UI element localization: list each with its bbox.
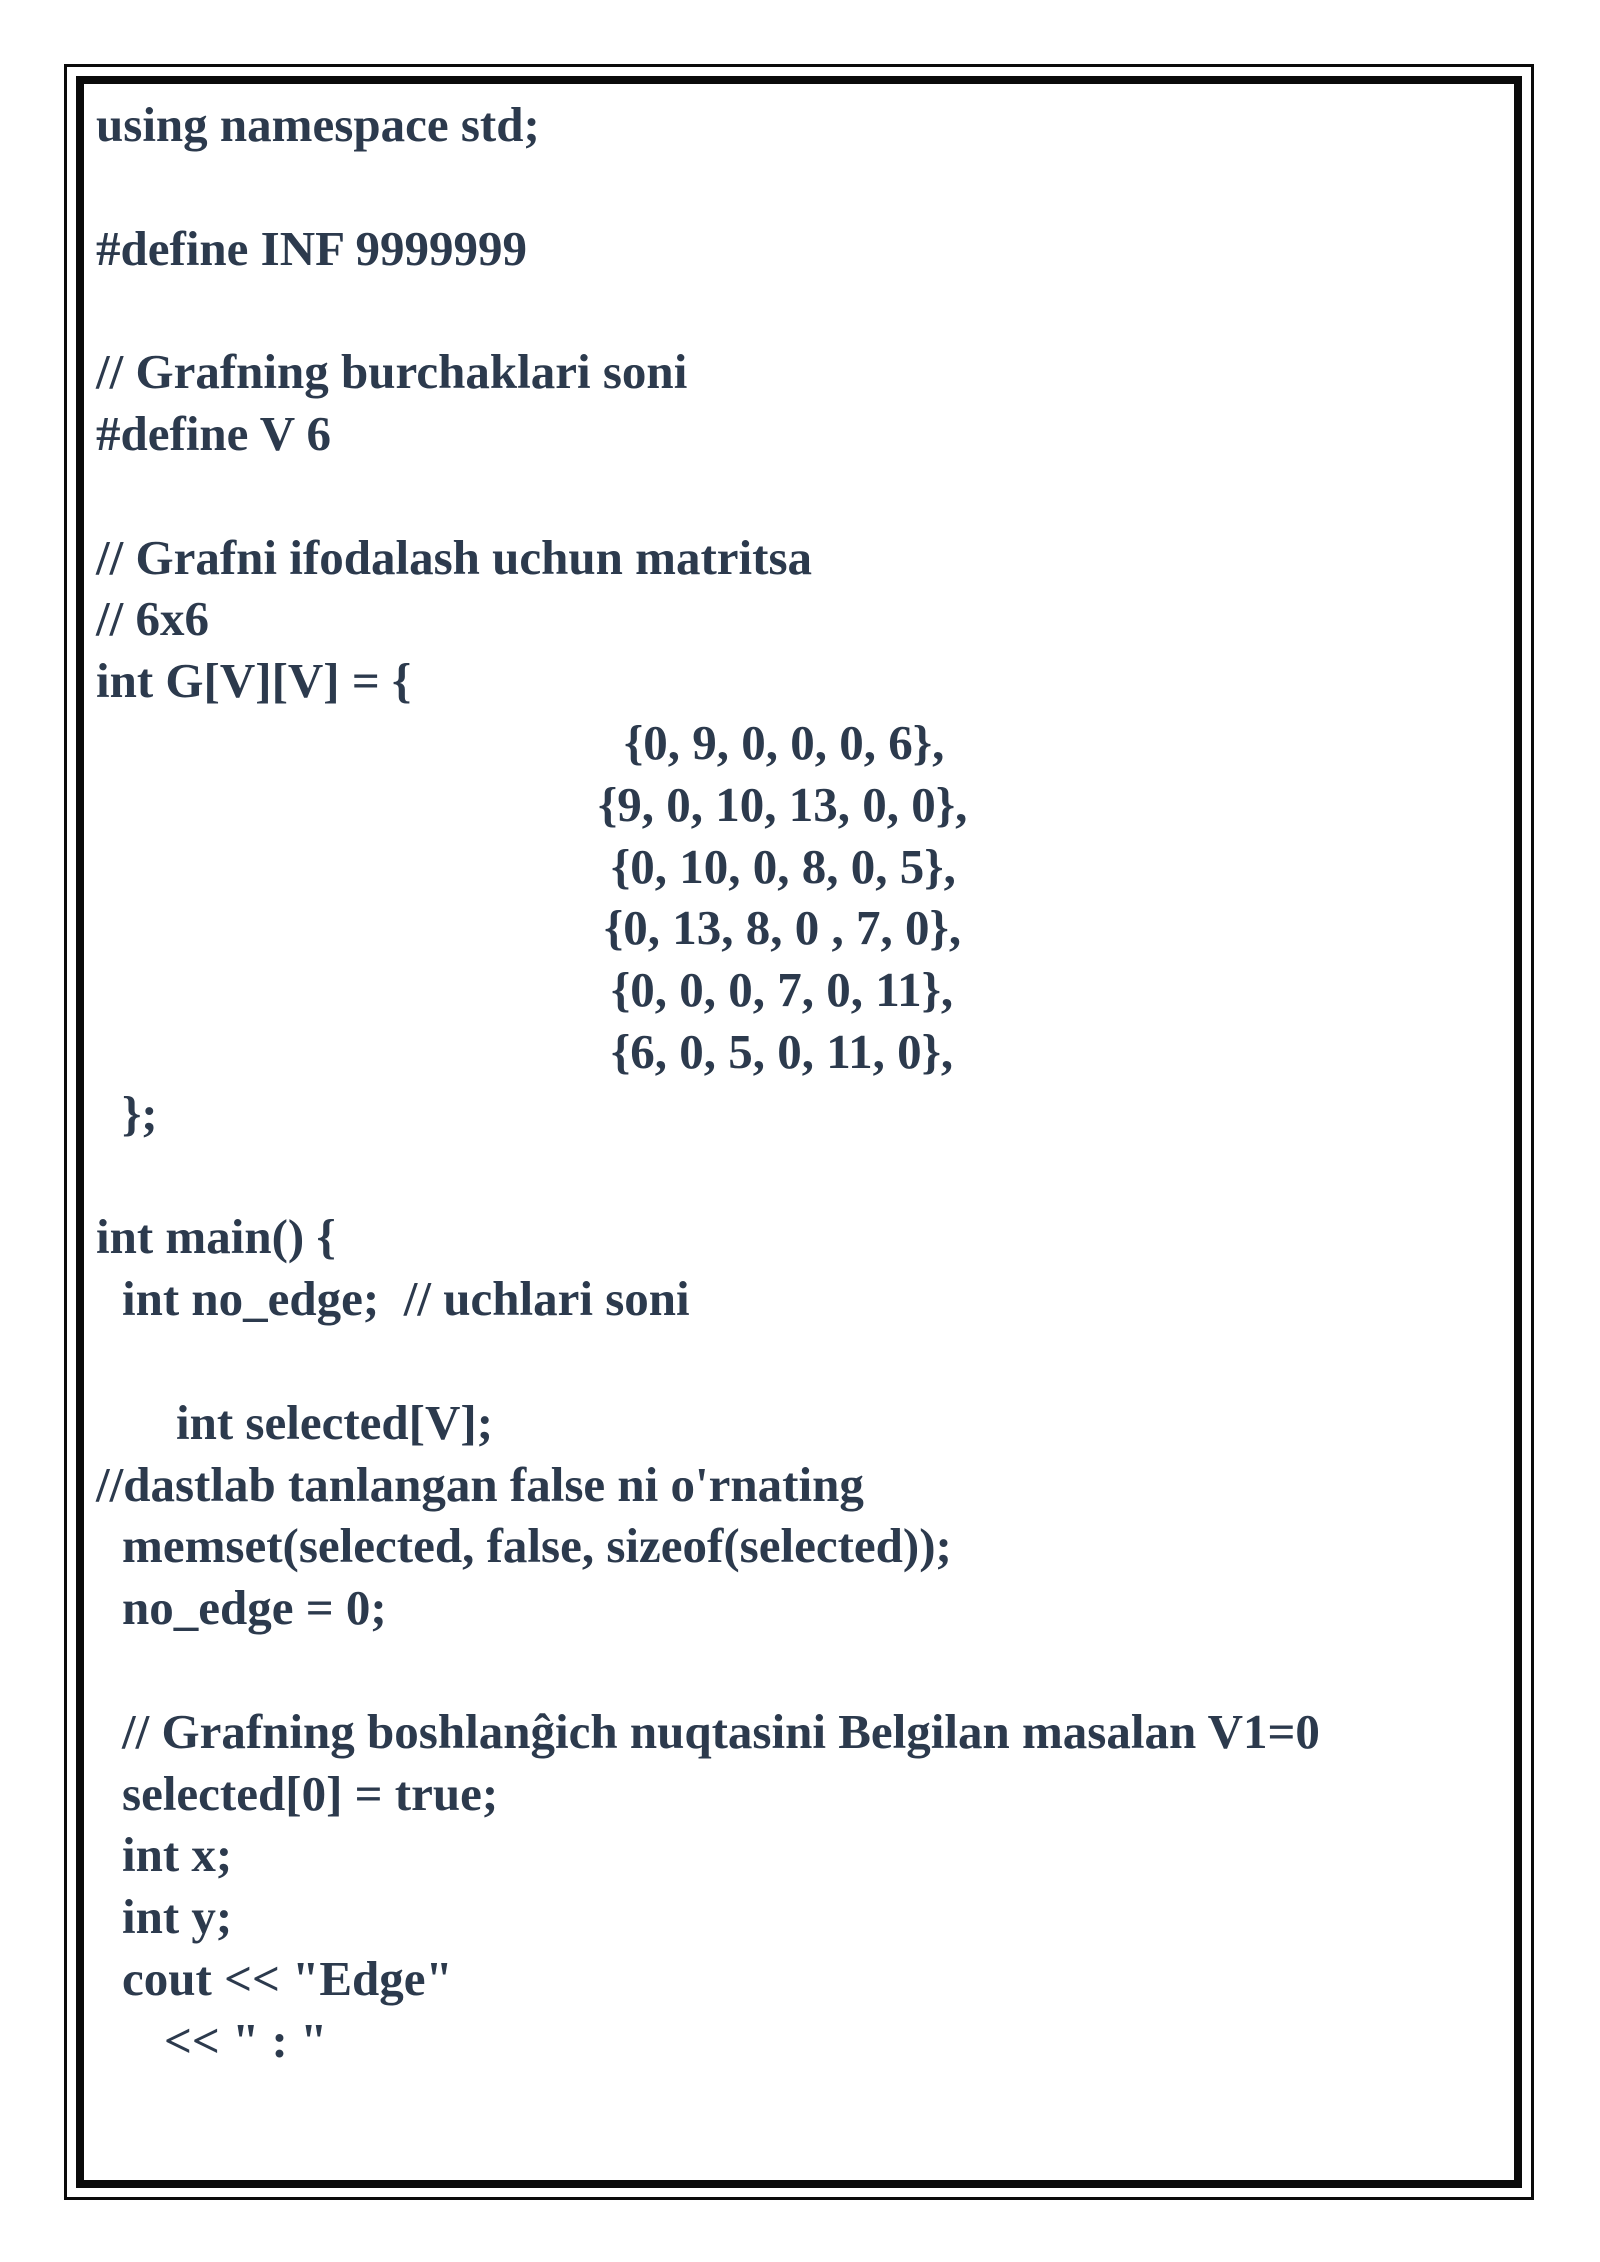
code-line: int G[V][V] = { bbox=[96, 653, 412, 709]
matrix-row: {0, 10, 0, 8, 0, 5}, bbox=[611, 838, 956, 894]
matrix-row: {9, 0, 10, 13, 0, 0}, bbox=[598, 776, 968, 832]
code-line: int x; bbox=[122, 1827, 233, 1883]
code-line: cout << "Edge" bbox=[122, 1950, 453, 2006]
code-comment: //dastlab tanlangan false ni o'rnating bbox=[96, 1456, 864, 1512]
code-line: int no_edge; // uchlari soni bbox=[122, 1271, 690, 1327]
matrix-row: {0, 0, 0, 7, 0, 11}, bbox=[611, 962, 954, 1018]
blank-line bbox=[96, 1639, 1516, 1701]
code-line: memset(selected, false, sizeof(selected)); bbox=[122, 1518, 952, 1574]
matrix-row: {0, 13, 8, 0 , 7, 0}, bbox=[604, 900, 962, 956]
code-line: #define INF 9999999 bbox=[96, 220, 527, 276]
code-line: << " : " bbox=[164, 2012, 328, 2068]
code-line: selected[0] = true; bbox=[122, 1765, 499, 1821]
code-comment: // Grafning boshlanĝich nuqtasini Belgilan masalan V1=0 bbox=[122, 1703, 1320, 1759]
blank-line bbox=[96, 156, 1516, 218]
code-line: int main() { bbox=[96, 1209, 336, 1265]
code-line: no_edge = 0; bbox=[122, 1580, 387, 1636]
code-line: int y; bbox=[122, 1889, 233, 1945]
blank-line bbox=[96, 465, 1516, 527]
code-comment: // Grafni ifodalash uchun matritsa bbox=[96, 529, 813, 585]
code-line: using namespace std; bbox=[96, 97, 540, 152]
matrix-row: {0, 9, 0, 0, 0, 6}, bbox=[624, 714, 945, 770]
code-line: int selected[V]; bbox=[176, 1394, 494, 1450]
code-line: }; bbox=[122, 1085, 158, 1141]
code-line: #define V 6 bbox=[96, 405, 332, 461]
code-comment: // Grafning burchaklari soni bbox=[96, 344, 688, 400]
blank-line bbox=[96, 1330, 1516, 1392]
code-listing bbox=[96, 94, 1516, 2072]
blank-line bbox=[96, 279, 1516, 341]
code-comment: // 6x6 bbox=[96, 591, 209, 647]
blank-line bbox=[96, 1145, 1516, 1207]
matrix-row: {6, 0, 5, 0, 11, 0}, bbox=[611, 1023, 954, 1079]
